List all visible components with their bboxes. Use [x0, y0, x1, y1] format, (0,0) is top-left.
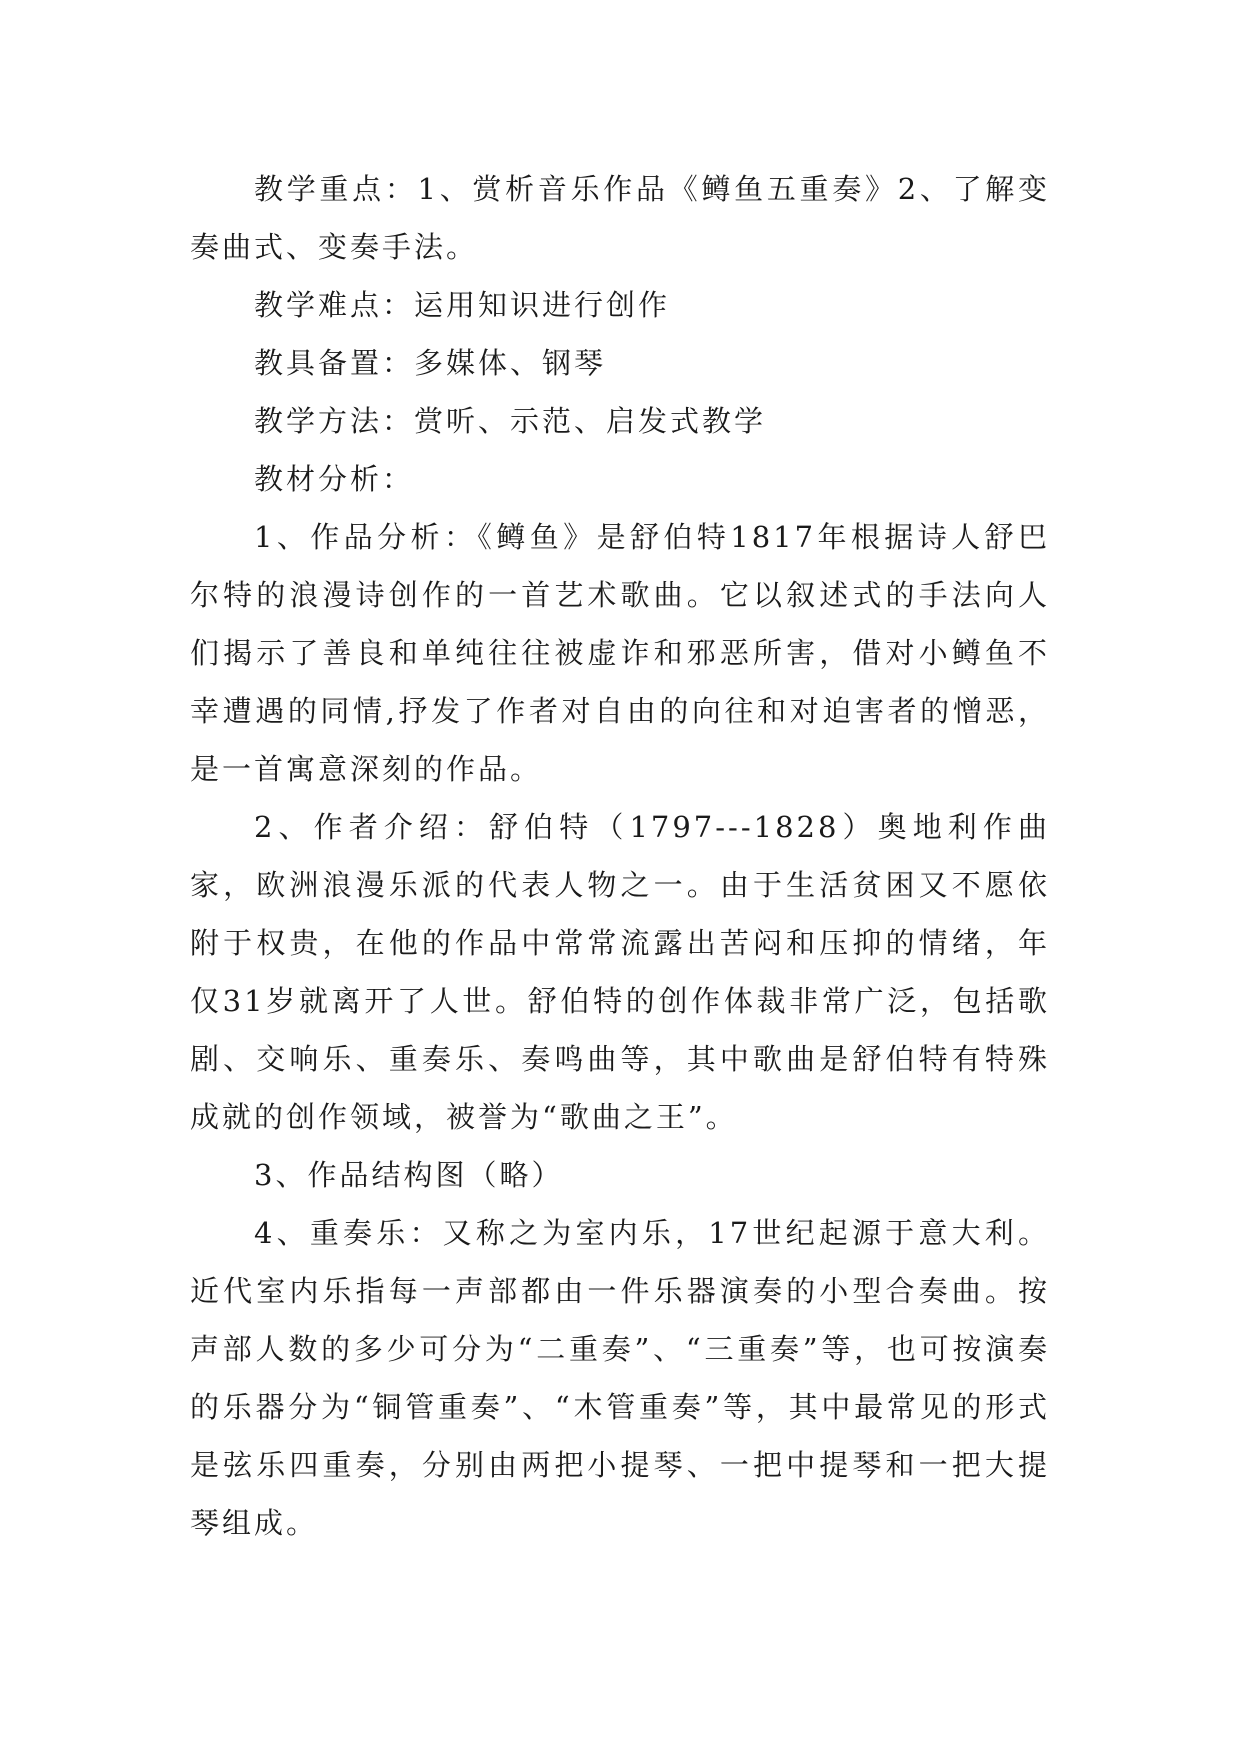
paragraph-material-analysis-heading: 教材分析： — [254, 462, 415, 496]
paragraph-structure-diagram: 3、作品结构图（略） — [254, 1158, 564, 1192]
paragraph-ensemble-music: 4、重奏乐：又称之为室内乐，17世纪起源于意大利。近代室内乐指每一声部都由一件乐器演奏的小型合奏曲。按声部人数的多少可分为“二重奏”、“三重奏”等，也可按演奏的乐器分为“铜管重奏”、“木管重奏”等，其中最常见的形式是弦乐四重奏，分别由两把小提琴、一把中提琴和一把大提琴组成。 — [190, 1216, 1050, 1540]
document-body — [190, 160, 1050, 1552]
paragraph-work-analysis: 1、作品分析：《鳟鱼》是舒伯特1817年根据诗人舒巴尔特的浪漫诗创作的一首艺术歌曲。它以叙述式的手法向人们揭示了善良和单纯往往被虚诈和邪恶所害，借对小鳟鱼不幸遭遇的同情,抒发了作者对自由的向往和对迫害者的憎恶，是一首寓意深刻的作品。 — [190, 520, 1050, 786]
paragraph-teaching-focus: 教学重点：1、赏析音乐作品《鳟鱼五重奏》2、了解变奏曲式、变奏手法。 — [190, 172, 1050, 264]
paragraph-teaching-method: 教学方法：赏听、示范、启发式教学 — [254, 404, 767, 438]
paragraph-composer-intro: 2、作者介绍：舒伯特（1797---1828）奥地利作曲家，欧洲浪漫乐派的代表人物之一。由于生活贫困又不愿依附于权贵，在他的作品中常常流露出苦闷和压抑的情绪，年仅31岁就离开了人世。舒伯特的创作体裁非常广泛，包括歌剧、交响乐、重奏乐、奏鸣曲等，其中歌曲是舒伯特有特殊成就的创作领域，被誉为“歌曲之王”。 — [190, 810, 1050, 1134]
paragraph-teaching-aids: 教具备置：多媒体、钢琴 — [254, 346, 607, 380]
paragraph-teaching-difficulty: 教学难点：运用知识进行创作 — [254, 288, 671, 322]
